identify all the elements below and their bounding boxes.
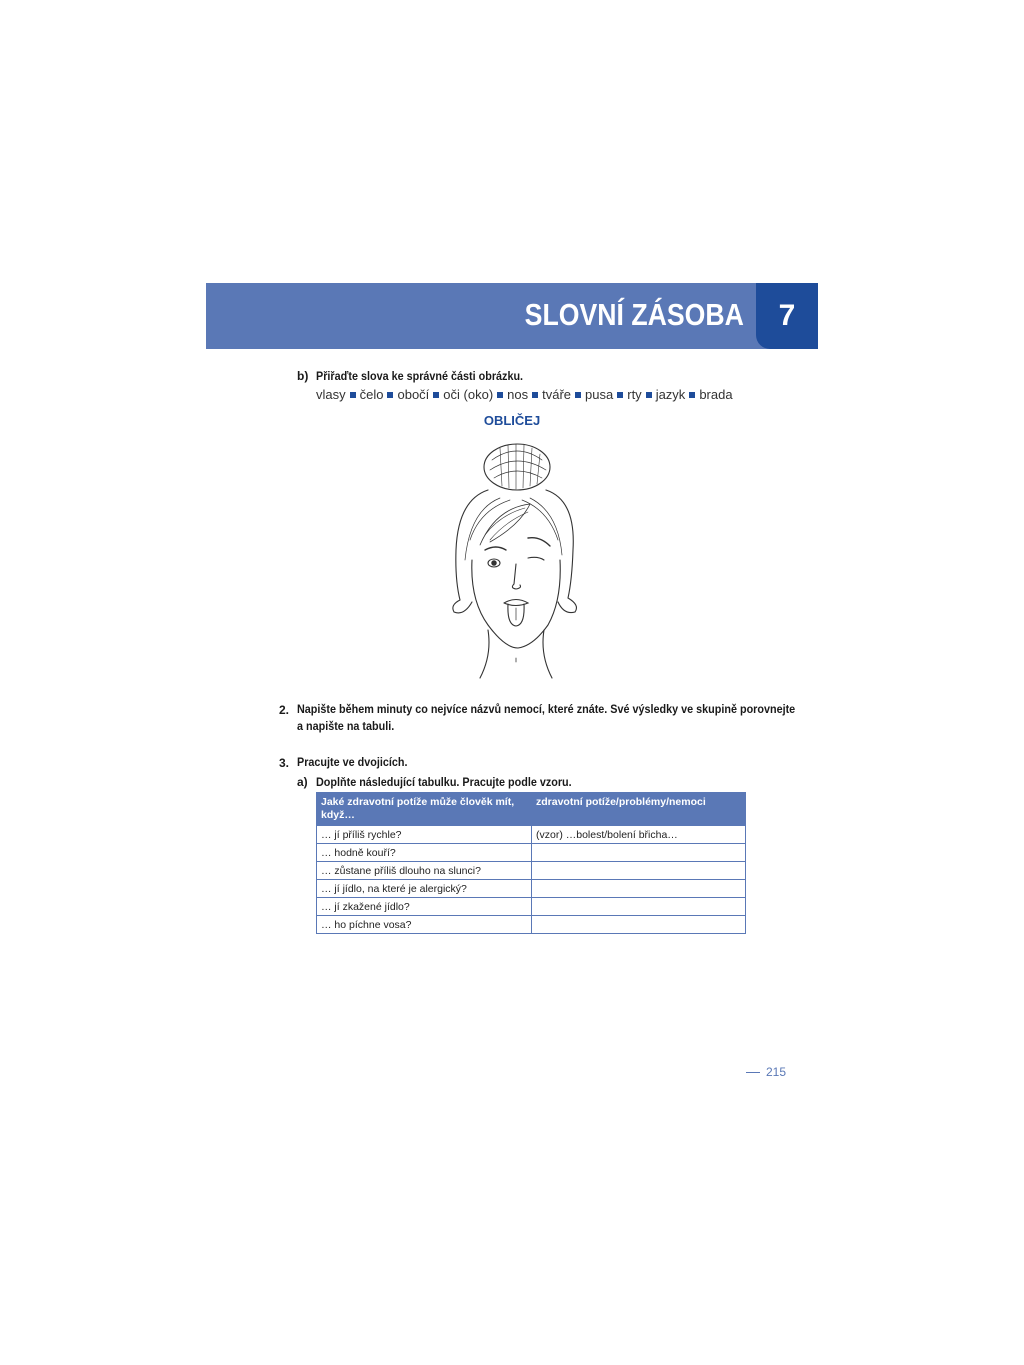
answer-cell[interactable] <box>532 844 746 862</box>
square-bullet-icon <box>350 392 356 398</box>
word-item: nos <box>507 387 529 402</box>
answer-cell[interactable] <box>532 898 746 916</box>
square-bullet-icon <box>575 392 581 398</box>
health-problems-table <box>316 792 746 934</box>
answer-cell[interactable] <box>532 862 746 880</box>
footer-dash <box>746 1072 760 1073</box>
square-bullet-icon <box>387 392 393 398</box>
table-row <box>317 826 746 844</box>
chapter-number-tab: 7 <box>756 283 818 349</box>
chapter-header <box>206 283 818 349</box>
square-bullet-icon <box>532 392 538 398</box>
exercise-3-number: 3. <box>279 756 290 770</box>
square-bullet-icon <box>646 392 652 398</box>
answer-cell[interactable] <box>532 916 746 934</box>
exercise-3a-label: a) <box>297 775 308 789</box>
exercise-2-line-2: a napište na tabuli. <box>297 719 395 733</box>
table-row <box>317 916 746 934</box>
word-item: oči (oko) <box>443 387 494 402</box>
situation-cell: … jí jídlo, na které je alergický? <box>317 880 532 898</box>
square-bullet-icon <box>617 392 623 398</box>
situation-cell: … jí příliš rychle? <box>317 826 532 844</box>
exercise-b-instruction: Přiřaďte slova ke správné části obrázku. <box>316 369 524 383</box>
table-row <box>317 880 746 898</box>
word-item: jazyk <box>655 387 686 402</box>
face-illustration <box>430 440 600 680</box>
table-header-row <box>317 793 746 826</box>
page-footer <box>746 1065 786 1079</box>
square-bullet-icon <box>689 392 695 398</box>
word-item: pusa <box>585 387 614 402</box>
exercise-2-number: 2. <box>279 703 290 717</box>
word-item: čelo <box>359 387 384 402</box>
word-item: brada <box>699 387 733 402</box>
exercise-2-text <box>297 701 795 735</box>
answer-cell[interactable] <box>532 880 746 898</box>
word-bank <box>316 387 733 402</box>
figure-title: OBLIČEJ <box>483 413 541 428</box>
section-title: SLOVNÍ ZÁSOBA <box>524 297 744 332</box>
word-item: tváře <box>542 387 572 402</box>
exercise-3a-instruction: Doplňte následující tabulku. Pracujte podle vzoru. <box>316 775 572 789</box>
exercise-2-line-1: Napište během minuty co nejvíce názvů nemocí, které znáte. Své výsledky ve skupině porovnejte <box>297 702 796 716</box>
word-item: vlasy <box>316 387 346 402</box>
situation-cell: … ho píchne vosa? <box>317 916 532 934</box>
table-row <box>317 862 746 880</box>
situation-cell: … zůstane příliš dlouho na slunci? <box>317 862 532 880</box>
exercise-3-instruction: Pracujte ve dvojicích. <box>297 755 408 769</box>
table-row <box>317 844 746 862</box>
square-bullet-icon <box>433 392 439 398</box>
word-item: obočí <box>397 387 430 402</box>
word-item: rty <box>627 387 642 402</box>
page-number: 215 <box>766 1065 787 1079</box>
table-row <box>317 898 746 916</box>
table-header-cell: zdravotní potíže/problémy/nemoci <box>532 793 746 826</box>
situation-cell: … jí zkažené jídlo? <box>317 898 532 916</box>
situation-cell: … hodně kouří? <box>317 844 532 862</box>
square-bullet-icon <box>497 392 503 398</box>
table-header-cell: Jaké zdravotní potíže může člověk mít, když… <box>317 793 532 826</box>
answer-cell: (vzor) …bolest/bolení břicha… <box>532 826 746 844</box>
exercise-b-label: b) <box>297 369 309 383</box>
